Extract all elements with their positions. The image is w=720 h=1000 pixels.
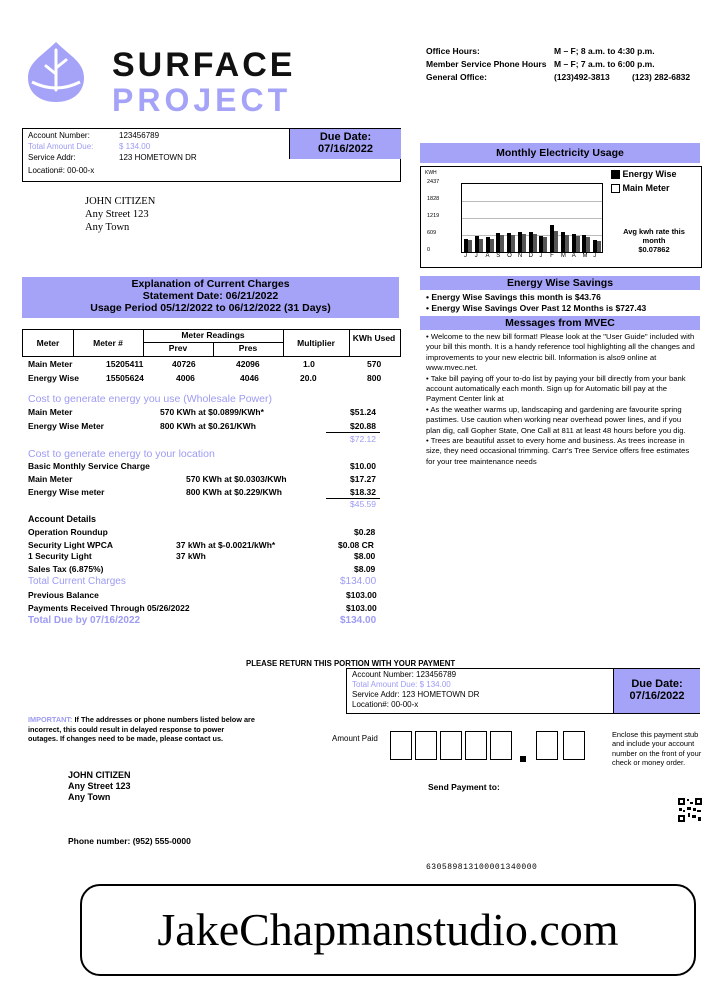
chart-bar — [522, 234, 526, 252]
stub-account-box — [346, 668, 700, 714]
legend-swatch-filled — [611, 170, 620, 179]
y-tick-label: 0 — [427, 247, 431, 253]
x-tick-label: F — [550, 253, 554, 259]
explanation-title: Explanation of Current Charges — [131, 278, 290, 290]
x-tick-label: D — [528, 253, 533, 259]
account-box — [22, 128, 401, 182]
y-tick-label: 2437 — [427, 179, 440, 185]
x-tick-label: N — [517, 253, 523, 259]
meter-row-1-prev: 40726 — [172, 359, 196, 369]
stub-due-date-box — [613, 669, 700, 713]
location-title: Cost to generate energy to your location — [28, 448, 215, 460]
meter-row-2-number: 15505624 — [106, 373, 144, 383]
amount-digit-box[interactable] — [536, 731, 558, 760]
chart-plot-area — [461, 183, 603, 253]
chart-bar — [586, 237, 590, 252]
chart-bar — [565, 235, 569, 252]
x-tick-label: J — [464, 253, 467, 259]
general-office-phone2: (123) 282-6832 — [632, 72, 691, 82]
watermark-box — [80, 884, 696, 976]
legend-energy-wise — [611, 169, 676, 179]
chart-bar — [479, 239, 483, 252]
chart-bar — [543, 237, 547, 252]
stub-customer-town: Any Town — [68, 792, 111, 802]
location-row-1-amount: $10.00 — [350, 461, 376, 471]
stub-service-addr — [352, 690, 479, 699]
brand-line2: PROJECT — [112, 82, 292, 118]
previous-balance-amount: $103.00 — [346, 590, 377, 600]
due-date-value: 07/16/2022 — [317, 143, 374, 155]
x-tick-label: M — [582, 253, 588, 259]
detail-row-3-amount: $8.00 — [354, 551, 376, 561]
savings-item-1-text: Energy Wise Savings this month is $43.76 — [431, 292, 601, 302]
chart-bar — [468, 240, 472, 252]
service-addr-label: Service Addr: — [28, 153, 76, 162]
chart-ylabel: KWH — [425, 170, 437, 176]
office-hours-label: Office Hours: — [426, 46, 480, 56]
amount-digit-box[interactable] — [465, 731, 487, 760]
watermark-text: JakeChapmanstudio.com — [157, 904, 619, 955]
meter-table-header — [22, 329, 401, 357]
x-tick-label: J — [539, 253, 543, 259]
customer-address — [85, 195, 155, 234]
payments-received-label: Payments Received Through 05/26/2022 — [28, 603, 190, 613]
enclose-instructions: Enclose this payment stub and include your account number on the front of your check or money order. — [612, 730, 702, 768]
detail-row-2-calc: 37 kWh at $-0.0021/kWh* — [176, 540, 276, 550]
account-details-title: Account Details — [28, 514, 97, 524]
y-tick-label: 1828 — [427, 196, 440, 202]
customer-street: Any Street 123 — [85, 209, 149, 220]
detail-row-2-label: Security Light WPCA — [28, 540, 114, 550]
total-amount-due-label: Total Amount Due: — [28, 142, 94, 151]
detail-row-1-label: Operation Roundup — [28, 527, 108, 537]
meter-row-1-name: Main Meter — [28, 359, 73, 369]
messages-title: Messages from MVEC — [420, 316, 700, 330]
chart-bar — [597, 241, 601, 252]
customer-town: Any Town — [85, 222, 130, 233]
message-item-1-text: Welcome to the new bill format! Please look at the "User Guide" included with your bill this month. It is a handy reference tool highlighting all the changes and improvements to your new electric bill. Information is also9 online at www.mvec.net. — [426, 332, 695, 373]
phone-hours-value: M – F; 7 a.m. to 6:00 p.m. — [554, 59, 655, 69]
barcode-number: 630589813100001340000 — [426, 863, 538, 872]
total-due-amount: $134.00 — [340, 615, 377, 626]
total-due-label: Total Due by 07/16/2022 — [28, 615, 141, 626]
x-tick-label: A — [485, 253, 490, 259]
savings-title: Energy Wise Savings — [420, 276, 700, 290]
detail-row-4-label: Sales Tax (6.875%) — [28, 564, 104, 574]
x-tick-label: O — [507, 253, 512, 259]
explanation-header — [22, 277, 399, 318]
savings-item-1: • Energy Wise Savings this month is $43.76 — [426, 292, 601, 302]
amount-digit-box[interactable] — [440, 731, 462, 760]
detail-row-2-amount: $0.08 CR — [338, 540, 374, 550]
stub-due-date-value: 07/16/2022 — [629, 690, 685, 702]
wholesale-row-1-amount: $51.24 — [350, 407, 376, 417]
service-addr: 123 HOMETOWN DR — [119, 153, 197, 162]
location-row-2-calc: 570 KWh at $0.0303/KWh — [186, 474, 287, 484]
savings-item-2-text: Energy Wise Savings Over Past 12 Months is $727.43 — [431, 303, 647, 313]
chart-bar — [490, 239, 494, 252]
message-item-1: • Welcome to the new bill format! Please look at the "User Guide" included with your bill this month. It is a handy reference tool highlighting all the changes and improvements to your new electric bill. Information is also9 online at www.mvec.net. — [426, 332, 695, 373]
message-item-4-text: Trees are beautiful asset to every home and business. As trees increase in size, they need occasional trimming. Carr's Tree Service offers free estimates for your tree maintenance needs — [426, 436, 690, 466]
brand-line1: SURFACE — [112, 46, 296, 84]
total-amount-due: $ 134.00 — [119, 142, 151, 151]
x-tick-label: S — [496, 253, 501, 259]
meter-row-2-kwh: 800 — [367, 373, 382, 383]
message-item-2-text: Take bill paying off your to-do list by paying your bill directly from your bank account automatically each month. Sign up for Automatic bill pay at the Payment Center link at — [426, 373, 686, 404]
location-row-1-label: Basic Monthly Service Charge — [28, 461, 150, 471]
general-office-label: General Office: — [426, 72, 487, 82]
account-number-label: Account Number: — [28, 131, 90, 140]
wholesale-row-2-calc: 800 KWh at $0.261/KWh — [160, 421, 256, 431]
due-date-box — [289, 129, 401, 159]
detail-row-3-label: 1 Security Light — [28, 551, 92, 561]
stub-total-due — [352, 680, 451, 689]
stub-total-due-label: Total Amount Due: — [352, 680, 418, 689]
decimal-point — [520, 756, 526, 762]
legend-main-meter-label: Main Meter — [622, 183, 670, 193]
usage-period: Usage Period 05/12/2022 to 06/12/2022 (31 Days) — [90, 302, 331, 314]
important-label: IMPORTANT: — [28, 715, 73, 724]
col-multiplier: Multiplier — [283, 330, 350, 356]
qr-code-icon — [678, 798, 702, 822]
meter-row-2-prev: 4006 — [176, 373, 195, 383]
col-prev: Prev — [143, 343, 214, 356]
meter-row-2-pres: 4046 — [240, 373, 259, 383]
stub-total-due-value: $ 134.00 — [419, 680, 451, 689]
meter-row-1-multiplier: 1.0 — [303, 359, 315, 369]
detail-row-3-calc: 37 kWh — [176, 551, 206, 561]
due-date-label: Due Date: — [319, 131, 372, 143]
legend-main-meter — [611, 183, 670, 193]
location-row-2-label: Main Meter — [28, 474, 73, 484]
stub-customer-name: JOHN CITIZEN — [68, 770, 131, 780]
detail-row-1-amount: $0.28 — [354, 527, 376, 537]
usage-chart-title: Monthly Electricity Usage — [420, 143, 700, 163]
location-subtotal: $45.59 — [350, 499, 376, 509]
amount-digit-box[interactable] — [390, 731, 412, 760]
wholesale-subtotal: $72.12 — [350, 434, 376, 444]
chart-bar — [554, 231, 558, 252]
previous-balance-label: Previous Balance — [28, 590, 99, 600]
x-tick-label: J — [474, 253, 478, 259]
return-instructions: PLEASE RETURN THIS PORTION WITH YOUR PAYMENT — [246, 659, 456, 668]
stub-service-addr-label: Service Addr: — [352, 690, 400, 699]
col-meter-number: Meter # — [73, 330, 144, 356]
message-item-3: • As the weather warms up, landscaping and gardening are favourite spring pastimes. Use caution when working near overhead power lines, and if you plan dig, call Gopher State, One Call at 811 at least 48 hours before you dig. — [426, 404, 686, 435]
important-notice — [28, 715, 256, 744]
meter-row-1-number: 15205411 — [106, 359, 144, 369]
payments-received-amount: $103.00 — [346, 603, 377, 613]
general-office-phone1: (123)492-3813 — [554, 72, 610, 82]
meter-row-2-name: Energy Wise — [28, 373, 79, 383]
total-current-label: Total Current Charges — [28, 576, 126, 587]
chart-bar — [533, 234, 537, 252]
wholesale-title: Cost to generate energy you use (Wholesale Power) — [28, 393, 272, 405]
wholesale-row-1-calc: 570 KWh at $0.0899/KWh* — [160, 407, 264, 417]
amount-digit-box[interactable] — [563, 731, 585, 760]
location-row-3-label: Energy Wise meter — [28, 487, 105, 497]
detail-row-4-amount: $8.09 — [354, 564, 376, 574]
messages-list — [426, 332, 696, 467]
phone-hours-label: Member Service Phone Hours — [426, 59, 547, 69]
total-current-amount: $134.00 — [340, 576, 377, 587]
phone-number: Phone number: (952) 555-0000 — [68, 836, 191, 846]
col-meter-readings: Meter Readings — [143, 330, 284, 343]
stub-customer-street: Any Street 123 — [68, 781, 131, 791]
usage-chart-box — [420, 166, 702, 268]
stub-service-addr-value: 123 HOMETOWN DR — [401, 690, 480, 699]
wholesale-row-2-label: Energy Wise Meter — [28, 421, 104, 431]
statement-date: Statement Date: 06/21/2022 — [142, 290, 279, 302]
stub-location: Location#: 00-00-x — [352, 700, 419, 709]
col-kwh-used: KWh Used — [352, 333, 396, 343]
chart-bar — [576, 236, 580, 252]
gridline — [462, 201, 602, 202]
avg-kwh-label: Avg kwh rate this month — [623, 227, 685, 245]
office-hours-value: M – F; 8 a.m. to 4:30 p.m. — [554, 46, 655, 56]
message-item-2: • Take bill paying off your to-do list by paying your bill directly from your bank account automatically each month. Sign up for Automatic bill pay at the Payment Center link at — [426, 373, 686, 404]
stub-account-number — [352, 670, 456, 679]
legend-swatch-empty — [611, 184, 620, 193]
customer-name: JOHN CITIZEN — [85, 196, 156, 207]
y-tick-label: 609 — [427, 230, 437, 236]
location-row-3-amount: $18.32 — [350, 487, 376, 497]
send-payment-label: Send Payment to: — [428, 782, 500, 792]
wholesale-divider — [326, 432, 380, 433]
wholesale-row-2-amount: $20.88 — [350, 421, 376, 431]
wholesale-row-1-label: Main Meter — [28, 407, 73, 417]
amount-paid-label: Amount Paid — [332, 734, 378, 743]
meter-row-1-kwh: 570 — [367, 359, 382, 369]
col-meter: Meter — [23, 330, 74, 356]
avg-kwh-value: $0.07862 — [638, 245, 670, 254]
logo-icon — [22, 38, 90, 106]
stub-due-date-label: Due Date: — [631, 678, 683, 690]
amount-digit-box[interactable] — [415, 731, 437, 760]
col-pres: Pres — [213, 343, 284, 356]
savings-item-2: • Energy Wise Savings Over Past 12 Months is $727.43 — [426, 303, 647, 313]
message-item-3-text: As the weather warms up, landscaping and gardening are favourite spring pastimes. Use caution when working near overhead power lines, and if you plan dig, call Gopher State, One Call at 811 at least 48 hours before you dig. — [426, 404, 686, 435]
stub-account-number-label: Account Number: — [352, 670, 414, 679]
chart-bar — [500, 235, 504, 252]
location-row-2-amount: $17.27 — [350, 474, 376, 484]
avg-kwh-rate — [611, 227, 697, 254]
gridline — [462, 218, 602, 219]
stub-account-number-value: 123456789 — [416, 670, 457, 679]
meter-row-2-multiplier: 20.0 — [300, 373, 317, 383]
x-tick-label: A — [571, 253, 576, 259]
stub-customer-address — [68, 770, 131, 803]
x-tick-label: M — [560, 253, 566, 259]
location-row-3-calc: 800 KWh at $0.229/KWh — [186, 487, 282, 497]
meter-row-1-pres: 42096 — [236, 359, 260, 369]
amount-digit-box[interactable] — [490, 731, 512, 760]
account-number: 123456789 — [119, 131, 160, 140]
chart-bar — [511, 235, 515, 252]
important-text: If The addresses or phone numbers listed below are incorrect, this could result in delayed response to power outages. If changes need to be made, please contact us. — [28, 715, 255, 743]
legend-energy-wise-label: Energy Wise — [622, 169, 677, 179]
location-number: Location#: 00-00-x — [28, 166, 95, 175]
x-tick-label: J — [593, 253, 597, 259]
message-item-4: • Trees are beautiful asset to every home and business. As trees increase in size, they need occasional trimming. Carr's Tree Service offers free estimates for your tree maintenance needs — [426, 436, 690, 466]
y-tick-label: 1219 — [427, 213, 440, 219]
